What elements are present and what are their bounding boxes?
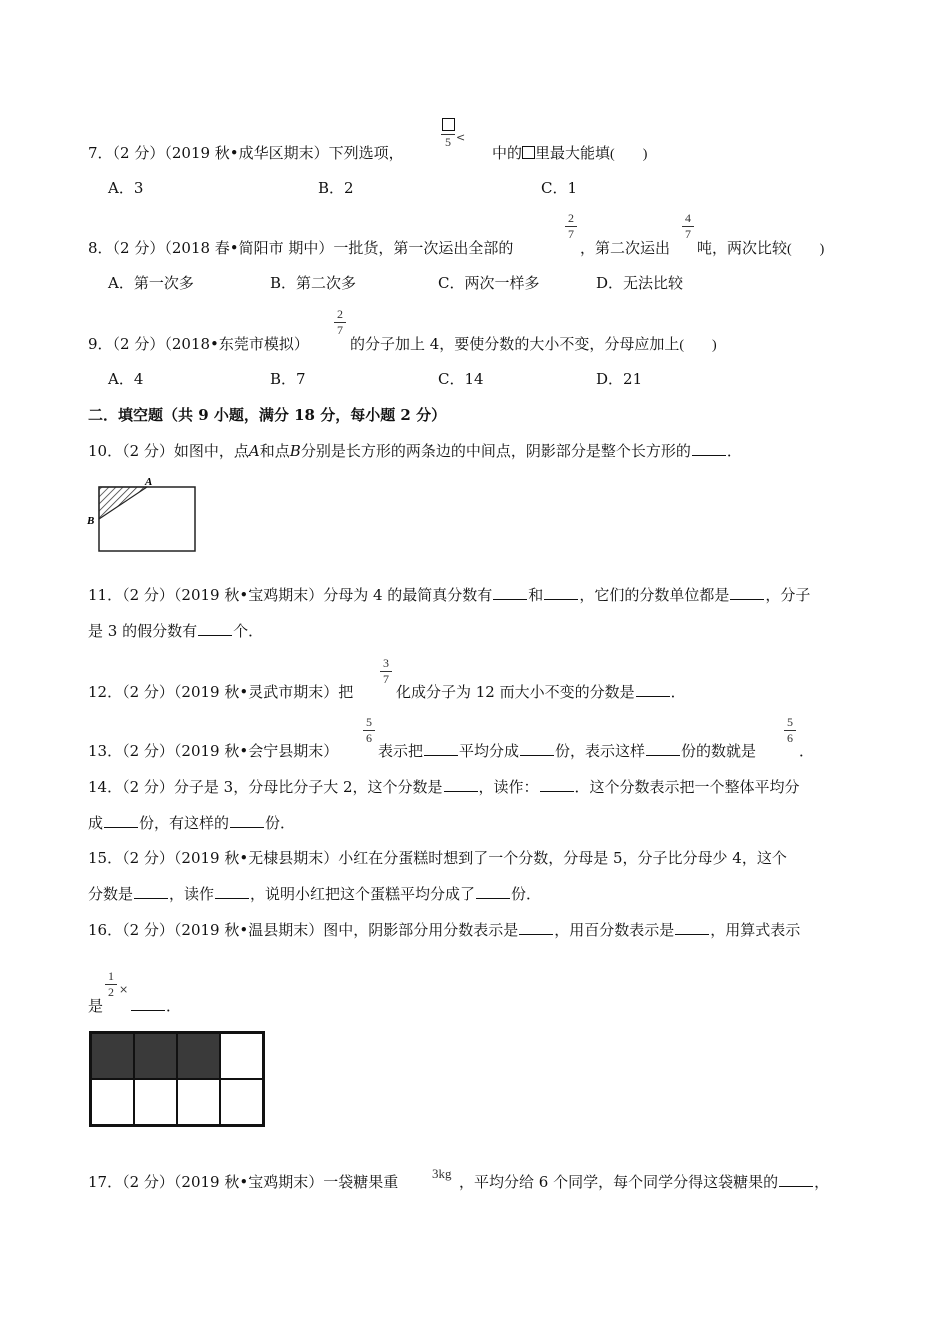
fraction-5-6: 5 6 xyxy=(784,716,796,745)
grid-cell-shaded xyxy=(134,1033,177,1079)
grid-cell xyxy=(134,1079,177,1125)
question-14: 14．（2 分）分子是 3，分母比分子大 2，这个分数是 ，读作： ．这个分数表示把一个整体平均分 xyxy=(88,778,800,796)
answer-blank[interactable] xyxy=(476,884,510,899)
option-a: A．4 xyxy=(108,370,144,388)
answer-blank[interactable] xyxy=(540,777,574,792)
question-11: 11．（2 分）（2019 秋•宝鸡期末）分母为 4 的最简真分数有 和 ，它们的分数单位都是 ，分子 xyxy=(88,586,811,604)
grid-cell xyxy=(177,1079,220,1125)
answer-blank[interactable] xyxy=(424,741,458,756)
question-10: 10．（2 分）如图中，点A和点B分别是长方形的两条边的中间点，阴影部分是整个长方形的 ． xyxy=(88,442,742,460)
answer-paren: ( ) xyxy=(787,242,825,257)
question-text: 下列选项， xyxy=(328,144,404,162)
question-14-line2: 成 份，有这样的 份． xyxy=(88,814,296,832)
answer-blank[interactable] xyxy=(520,741,554,756)
answer-blank[interactable] xyxy=(779,1172,813,1187)
label-point-a: A xyxy=(145,476,153,488)
answer-blank[interactable] xyxy=(198,621,232,636)
fraction-box-over-5: 5 xyxy=(441,118,455,149)
option-c: C．14 xyxy=(438,370,484,388)
grid-cell-shaded xyxy=(91,1033,134,1079)
answer-blank[interactable] xyxy=(675,920,709,935)
times-sign: × xyxy=(119,983,129,996)
fraction-3-7: 3 7 xyxy=(380,657,392,686)
option-b: B．第二次多 xyxy=(270,274,357,292)
grid-cell-shaded xyxy=(177,1033,220,1079)
question-17: 17．（2 分）（2019 秋•宝鸡期末）一袋糖果重 xyxy=(88,1173,399,1191)
question-7-tail: 中的 里最大能填( ) xyxy=(492,144,648,162)
grid-cell xyxy=(220,1079,263,1125)
answer-blank[interactable] xyxy=(730,585,764,600)
answer-blank[interactable] xyxy=(636,682,670,697)
weight-value: 3kg xyxy=(432,1166,452,1181)
question-15: 15．（2 分）（2019 秋•无棣县期末）小红在分蛋糕时想到了一个分数，分母是 5，分子比分母少 4，这个 xyxy=(88,849,787,867)
question-number: 7． xyxy=(88,144,113,162)
shaded-triangle xyxy=(99,487,147,519)
option-a: A．3 xyxy=(108,179,144,197)
answer-blank[interactable] xyxy=(104,813,138,828)
grid-cell xyxy=(220,1033,263,1079)
fraction-2-7: 2 7 xyxy=(565,212,577,241)
grid-cell xyxy=(91,1079,134,1125)
question-12: 12．（2 分）（2019 秋•灵武市期末）把 xyxy=(88,683,354,701)
empty-box-icon xyxy=(442,118,455,131)
question-13: 13．（2 分）（2019 秋•会宁县期末） xyxy=(88,742,339,760)
answer-paren: ( ) xyxy=(610,147,648,162)
fraction-2-7: 2 7 xyxy=(334,308,346,337)
question-source: （2019 秋•成华区期末） xyxy=(164,144,329,162)
answer-blank[interactable] xyxy=(444,777,478,792)
section-heading: 二．填空题（共 9 小题，满分 18 分，每小题 2 分） xyxy=(88,406,447,424)
label-point-b: B xyxy=(87,515,95,527)
option-b: B．7 xyxy=(270,370,306,388)
fraction-1-2: 1 2 xyxy=(105,970,117,999)
answer-blank[interactable] xyxy=(692,441,726,456)
question-score: （2 分） xyxy=(112,144,165,162)
answer-blank[interactable] xyxy=(544,585,578,600)
fraction-4-7: 4 7 xyxy=(682,212,694,241)
question-7 xyxy=(88,143,404,163)
question-11-line2: 是 3 的假分数有 个． xyxy=(88,622,264,640)
fraction-5-6: 5 6 xyxy=(363,716,375,745)
question-9: 9．（2 分）（2018•东莞市模拟） xyxy=(88,335,309,353)
answer-paren: ( ) xyxy=(679,338,717,353)
answer-blank[interactable] xyxy=(519,920,553,935)
empty-box-icon xyxy=(522,146,535,159)
answer-blank[interactable] xyxy=(230,813,264,828)
option-d: D．21 xyxy=(596,370,643,388)
less-than-sign: < xyxy=(456,131,466,144)
question-8: 8．（2 分）（2018 春•简阳市 期中）一批货，第一次运出全部的 xyxy=(88,239,514,257)
question-16: 16．（2 分）（2019 秋•温县期末）图中，阴影部分用分数表示是 ，用百分数表示是 ，用算式表示 xyxy=(88,921,801,939)
fraction-grid xyxy=(89,1031,265,1127)
answer-blank[interactable] xyxy=(215,884,249,899)
option-c: C．两次一样多 xyxy=(438,274,540,292)
option-b: B．2 xyxy=(318,179,354,197)
option-a: A．第一次多 xyxy=(108,274,194,292)
option-d: D．无法比较 xyxy=(596,274,684,292)
box-numerator xyxy=(441,118,455,133)
option-c: C．1 xyxy=(541,179,578,197)
rectangle-figure xyxy=(84,476,200,556)
answer-blank[interactable] xyxy=(646,741,680,756)
answer-blank[interactable] xyxy=(131,996,165,1011)
answer-blank[interactable] xyxy=(493,585,527,600)
question-15-line2: 分数是 ，读作 ，说明小红把这个蛋糕平均分成了 份． xyxy=(88,885,542,903)
answer-blank[interactable] xyxy=(134,884,168,899)
